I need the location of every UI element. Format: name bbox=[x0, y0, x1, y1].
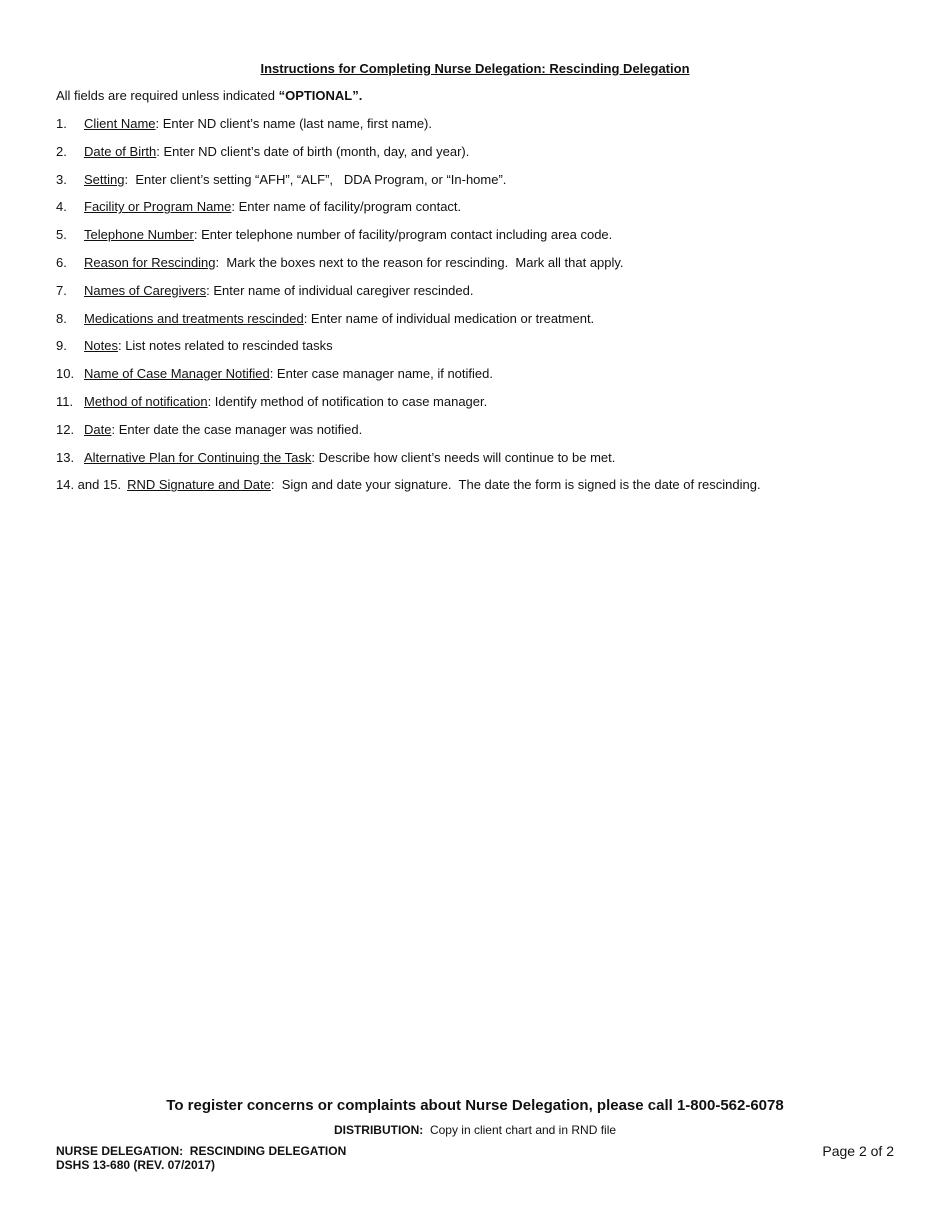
item-label: RND Signature and Date bbox=[127, 477, 271, 493]
item-label: Name of Case Manager Notified bbox=[84, 366, 270, 382]
list-item bbox=[56, 366, 916, 394]
item-number: 3. bbox=[56, 171, 67, 187]
intro-paragraph bbox=[56, 88, 362, 103]
item-text: : Enter name of individual caregiver rescinded. bbox=[206, 282, 474, 298]
item-label: Notes bbox=[84, 338, 118, 354]
item-text: : Identify method of notification to case manager. bbox=[207, 393, 488, 409]
list-item bbox=[56, 450, 916, 478]
item-number: 9. bbox=[56, 338, 67, 354]
item-label: Setting bbox=[84, 171, 125, 187]
item-label: Client Name bbox=[84, 116, 156, 131]
item-label: Telephone Number bbox=[84, 227, 194, 243]
item-text: : Enter ND client’s name (last name, first name). bbox=[155, 116, 432, 131]
list-item bbox=[56, 199, 916, 227]
distribution-label: DISTRIBUTION: bbox=[333, 1123, 424, 1137]
item-text: : Describe how client’s needs will continue to be met. bbox=[311, 449, 616, 465]
item-text: : Enter case manager name, if notified. bbox=[269, 366, 493, 382]
item-text: : Sign and date your signature. The date the form is signed is the date of rescinding. bbox=[270, 477, 761, 493]
list-item bbox=[56, 116, 916, 144]
list-item bbox=[56, 422, 916, 450]
item-label: Reason for Rescinding bbox=[84, 254, 216, 270]
item-number: 10. bbox=[56, 366, 75, 382]
item-number: 12. bbox=[56, 421, 75, 437]
page-title bbox=[0, 61, 950, 76]
item-number: 2. bbox=[56, 143, 67, 159]
list-item bbox=[56, 338, 916, 366]
item-number: 4. bbox=[56, 199, 67, 215]
item-text: : Enter ND client’s date of birth (month, day, and year). bbox=[156, 143, 470, 159]
item-number: 6. bbox=[56, 254, 67, 270]
item-number: 13. bbox=[56, 449, 75, 465]
form-number: DSHS 13-680 (REV. 07/2017) bbox=[56, 1158, 215, 1172]
list-item bbox=[56, 144, 916, 172]
item-number: 1. bbox=[56, 116, 67, 131]
item-text: : List notes related to rescinded tasks bbox=[117, 338, 333, 354]
item-number: 11. bbox=[56, 393, 74, 409]
item-number: 5. bbox=[56, 227, 67, 243]
distribution-text: Copy in client chart and in RND file bbox=[423, 1123, 617, 1137]
item-label: Medications and treatments rescinded bbox=[84, 310, 304, 326]
intro-text: All fields are required unless indicated bbox=[56, 88, 279, 103]
item-label: Date of Birth bbox=[84, 143, 157, 159]
instruction-list bbox=[56, 116, 916, 505]
form-identifier bbox=[56, 1144, 346, 1172]
list-item bbox=[56, 172, 916, 200]
list-item bbox=[56, 255, 916, 283]
list-item bbox=[56, 311, 916, 339]
list-item bbox=[56, 394, 916, 422]
list-item bbox=[56, 283, 916, 311]
page-title-text: Instructions for Completing Nurse Delegation: Rescinding Delegation bbox=[260, 61, 690, 76]
form-name: NURSE DELEGATION: RESCINDING DELEGATION bbox=[56, 1144, 347, 1158]
item-label: Alternative Plan for Continuing the Task bbox=[84, 449, 312, 465]
list-item bbox=[56, 477, 916, 505]
item-label: Method of notification bbox=[84, 393, 208, 409]
item-text: : Enter name of individual medication or treatment. bbox=[303, 310, 595, 326]
item-number: 7. bbox=[56, 282, 67, 298]
item-number: 14. and 15. bbox=[56, 477, 122, 493]
item-text: : Enter client’s setting “AFH”, “ALF”, DDA Program, or “In-home”. bbox=[124, 171, 507, 187]
list-item bbox=[56, 227, 916, 255]
item-text: : Mark the boxes next to the reason for rescinding. Mark all that apply. bbox=[215, 254, 624, 270]
distribution-line bbox=[0, 1123, 950, 1137]
item-label: Date bbox=[84, 421, 112, 437]
item-text: : Enter name of facility/program contact. bbox=[231, 199, 462, 215]
complaints-notice: To register concerns or complaints about Nurse Delegation, please call 1-800-562-6078 bbox=[166, 1097, 784, 1114]
intro-emphasis: “OPTIONAL”. bbox=[278, 88, 363, 103]
item-label: Facility or Program Name bbox=[84, 199, 232, 215]
item-number: 8. bbox=[56, 310, 67, 326]
page-number: Page 2 of 2 bbox=[822, 1143, 894, 1159]
item-text: : Enter date the case manager was notified. bbox=[111, 421, 363, 437]
item-text: : Enter telephone number of facility/program contact including area code. bbox=[193, 227, 613, 243]
item-label: Names of Caregivers bbox=[84, 282, 207, 298]
